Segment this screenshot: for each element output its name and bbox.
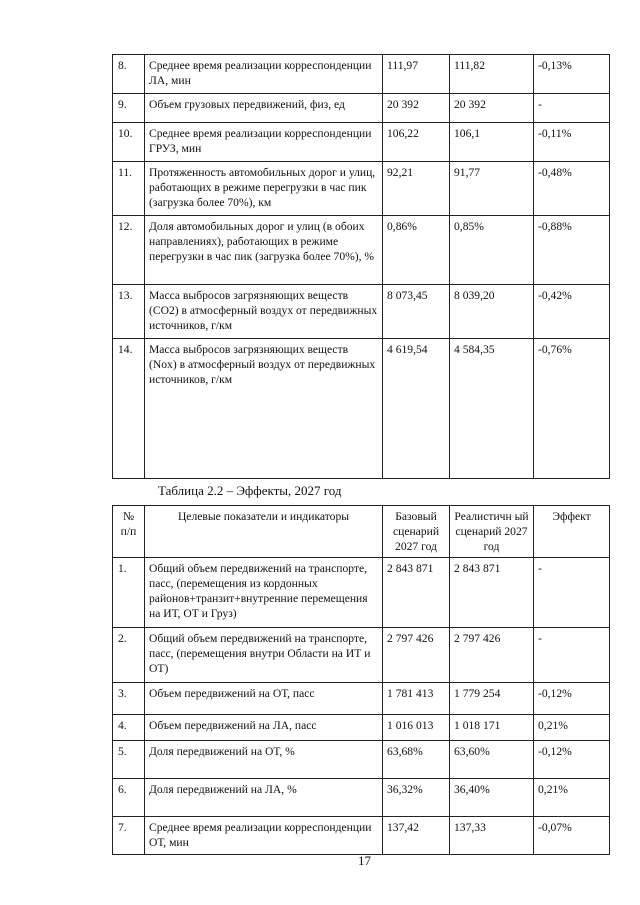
row-base-value: 1 016 013 [383,715,450,741]
row-effect: -0,07% [534,817,610,855]
row-number: 14. [113,339,145,479]
row-realistic-value: 36,40% [450,779,534,817]
row-number: 10. [113,123,145,162]
row-effect: -0,48% [534,162,610,216]
row-indicator: Среднее время реализации корреспонденции ОТ, мин [145,817,383,855]
row-realistic-value: 2 843 871 [450,558,534,628]
row-number: 3. [113,683,145,715]
row-realistic-value: 91,77 [450,162,534,216]
table-row [113,558,610,628]
page-number: 17 [358,853,371,868]
row-number: 7. [113,817,145,855]
row-effect: -0,11% [534,123,610,162]
row-base-value: 8 073,45 [383,285,450,339]
row-effect: -0,88% [534,216,610,285]
row-effect: -0,76% [534,339,610,479]
effects-table-2027-body [113,558,610,855]
row-base-value: 137,42 [383,817,450,855]
row-realistic-value: 20 392 [450,94,534,123]
row-effect: -0,13% [534,55,610,94]
effects-table-continued-body [113,55,610,479]
table-row [113,216,610,285]
row-base-value: 92,21 [383,162,450,216]
table-row [113,94,610,123]
row-number: 2. [113,628,145,683]
row-number: 6. [113,779,145,817]
row-base-value: 106,22 [383,123,450,162]
row-realistic-value: 8 039,20 [450,285,534,339]
table-row [113,123,610,162]
table-caption: Таблица 2.2 – Эффекты, 2027 год [158,483,342,498]
row-number: 8. [113,55,145,94]
header-number: № п/п [113,506,145,558]
row-effect: - [534,558,610,628]
row-realistic-value: 111,82 [450,55,534,94]
row-indicator: Объем передвижений на ЛА, пасс [145,715,383,741]
row-base-value: 20 392 [383,94,450,123]
row-indicator: Масса выбросов загрязняющих веществ (Nox) в атмосферный воздух от передвижных источников, г/км [145,339,383,479]
row-number: 1. [113,558,145,628]
row-effect: -0,12% [534,741,610,779]
table-row [113,55,610,94]
row-number: 12. [113,216,145,285]
row-base-value: 63,68% [383,741,450,779]
row-base-value: 111,97 [383,55,450,94]
row-realistic-value: 0,85% [450,216,534,285]
table-header-row [113,506,610,558]
row-indicator: Доля передвижений на ЛА, % [145,779,383,817]
table-row [113,628,610,683]
row-realistic-value: 137,33 [450,817,534,855]
row-realistic-value: 106,1 [450,123,534,162]
header-realistic-scenario: Реалистичн ый сценарий 2027 год [450,506,534,558]
row-number: 4. [113,715,145,741]
row-effect: - [534,628,610,683]
row-realistic-value: 4 584,35 [450,339,534,479]
row-effect: -0,42% [534,285,610,339]
row-base-value: 36,32% [383,779,450,817]
row-indicator: Среднее время реализации корреспонденции ЛА, мин [145,55,383,94]
row-indicator: Объем передвижений на ОТ, пасс [145,683,383,715]
table-row [113,779,610,817]
row-number: 9. [113,94,145,123]
row-effect: 0,21% [534,715,610,741]
row-indicator: Общий объем передвижений на транспорте, пасс, (перемещения внутри Области на ИТ и ОТ) [145,628,383,683]
row-base-value: 2 843 871 [383,558,450,628]
row-realistic-value: 1 018 171 [450,715,534,741]
table-row [113,162,610,216]
row-base-value: 4 619,54 [383,339,450,479]
row-indicator: Протяженность автомобильных дорог и улиц, работающих в режиме перегрузки в час пик (загрузка более 70%), км [145,162,383,216]
row-realistic-value: 2 797 426 [450,628,534,683]
row-indicator: Среднее время реализации корреспонденции ГРУЗ, мин [145,123,383,162]
table-row [113,817,610,855]
row-indicator: Доля передвижений на ОТ, % [145,741,383,779]
table-row [113,741,610,779]
header-effect: Эффект [534,506,610,558]
header-base-scenario: Базовый сценарий 2027 год [383,506,450,558]
row-indicator: Объем грузовых передвижений, физ, ед [145,94,383,123]
effects-table-2027 [112,505,610,855]
table-row [113,285,610,339]
table-row [113,339,610,479]
row-base-value: 2 797 426 [383,628,450,683]
row-number: 11. [113,162,145,216]
row-indicator: Общий объем передвижений на транспорте, пасс, (перемещения из кордонных районов+транзит+внутренние перемещения на ИТ, ОТ и Груз) [145,558,383,628]
row-effect: -0,12% [534,683,610,715]
row-effect: 0,21% [534,779,610,817]
row-number: 13. [113,285,145,339]
row-number: 5. [113,741,145,779]
row-realistic-value: 63,60% [450,741,534,779]
table-row [113,683,610,715]
row-indicator: Масса выбросов загрязняющих веществ (CO2) в атмосферный воздух от передвижных источников, г/км [145,285,383,339]
row-indicator: Доля автомобильных дорог и улиц (в обоих направлениях), работающих в режиме перегрузки в час пик (загрузка более 70%), % [145,216,383,285]
row-realistic-value: 1 779 254 [450,683,534,715]
effects-table-continued [112,54,610,479]
row-effect: - [534,94,610,123]
header-indicator: Целевые показатели и индикаторы [145,506,383,558]
row-base-value: 1 781 413 [383,683,450,715]
row-base-value: 0,86% [383,216,450,285]
table-row [113,715,610,741]
